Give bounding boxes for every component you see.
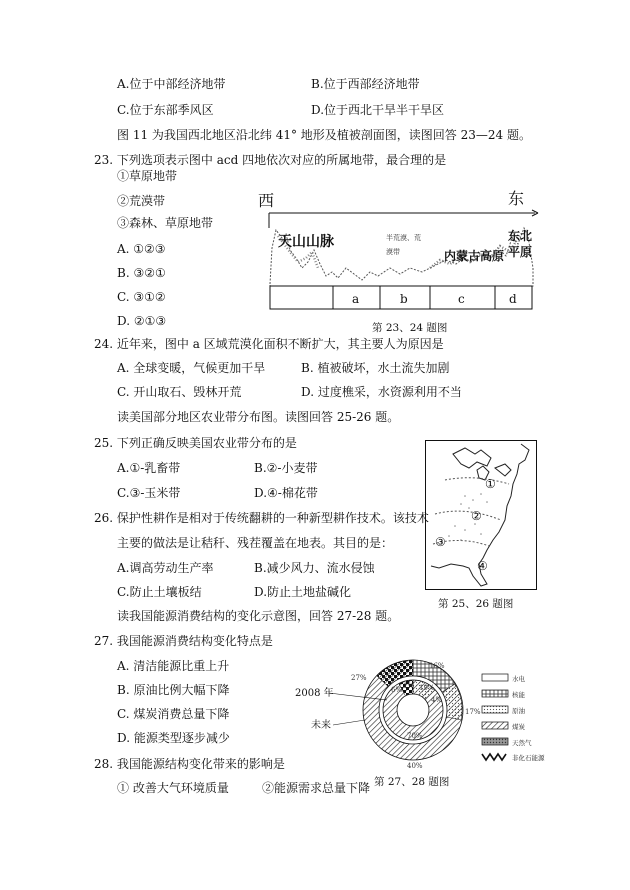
intro-us-map: 读美国部分地区农业带分布图。读图回答 25-26 题。 <box>117 410 400 424</box>
q28-item-2: ②能源需求总量下降 <box>262 781 371 795</box>
label-desert-2: 漠带 <box>386 248 400 256</box>
q27-option-a: A. 清洁能源比重上升 <box>117 659 230 673</box>
q26-option-a: A.调高劳动生产率 <box>117 561 214 575</box>
q26-option-c: C.防止土壤板结 <box>117 585 202 599</box>
legend-crude-oil: 原油 <box>512 707 525 715</box>
energy-structure-diagram <box>295 654 481 774</box>
q25-option-a: A.①-乳畜带 <box>117 461 181 475</box>
pct-16: 16% <box>429 662 445 670</box>
q23-item-3: ③森林、草原地带 <box>117 216 214 230</box>
pct-1: 1% <box>403 682 415 690</box>
question-28: 28. 我国能源结构变化带来的影响是 <box>94 757 285 771</box>
q23-option-a: A. ①②③ <box>117 242 166 256</box>
legend-natural-gas: 天然气 <box>512 739 532 747</box>
legend-non-fossil: 非化石能源 <box>512 754 545 762</box>
question-24: 24. 近年来，图中 a 区域荒漠化面积不断扩大，其主要人为原因是 <box>94 337 444 351</box>
cell-d: d <box>509 292 517 306</box>
q23-option-b: B. ③②① <box>117 266 166 280</box>
label-northeast-1: 东北 <box>508 229 533 243</box>
pct-17: 17% <box>465 708 481 716</box>
caption-fig-27-28: 第 27、28 题图 <box>374 776 450 788</box>
q26-option-b: B.减少风力、流水侵蚀 <box>254 561 375 575</box>
caption-fig-25-26: 第 25、26 题图 <box>438 598 514 610</box>
question-26: 26. 保护性耕作是相对于传统翻耕的一种新型耕作技术。该技术 <box>94 511 429 525</box>
label-mongolia: 内蒙古高原 <box>444 249 505 263</box>
q27-option-b: B. 原油比例大幅下降 <box>117 683 230 697</box>
q27-option-c: C. 煤炭消费总量下降 <box>117 707 230 721</box>
q28-item-1: ① 改善大气环境质量 <box>117 781 229 795</box>
legend-coal: 煤炭 <box>512 723 525 731</box>
q26-option-d: D.防止土地盐碱化 <box>254 585 352 599</box>
label-2008: 2008 年 <box>295 688 334 699</box>
us-agriculture-map <box>425 440 537 590</box>
energy-legend <box>480 672 562 764</box>
option-a: A.位于中部经济地带 <box>117 77 226 91</box>
label-tianshan: 天山山脉 <box>278 234 334 250</box>
option-c: C.位于东部季风区 <box>117 103 214 117</box>
pct-70: 70% <box>407 732 423 740</box>
q24-option-d: D. 过度樵采，水资源利用不当 <box>301 385 462 399</box>
q23-item-2: ②荒漠带 <box>117 194 166 208</box>
label-east: 东 <box>508 189 525 208</box>
intro-fig11: 图 11 为我国西北地区沿北纬 41° 地形及植被剖面图，读图回答 23—24 题。 <box>117 128 531 142</box>
q25-option-c: C.③-玉米带 <box>117 486 181 500</box>
legend-hydro: 水电 <box>512 675 525 683</box>
cell-c: c <box>458 292 465 306</box>
q23-option-d: D. ②①③ <box>117 314 167 328</box>
q25-option-d: D.④-棉花带 <box>254 486 318 500</box>
question-26-cont: 主要的做法是让秸秆、残茬覆盖在地表。其目的是： <box>117 536 394 550</box>
q25-option-b: B.②-小麦带 <box>254 461 318 475</box>
label-desert-1: 半荒漠、荒 <box>386 234 421 242</box>
q23-option-c: C. ③①② <box>117 290 166 304</box>
pct-19: 19% <box>419 684 435 692</box>
question-27: 27. 我国能源消费结构变化特点是 <box>94 634 273 648</box>
marker-4: ④ <box>477 559 488 573</box>
pct-4: 4% <box>431 696 443 704</box>
label-northeast-2: 平原 <box>508 245 533 259</box>
q24-option-a: A. 全球变暖，气候更加干旱 <box>117 361 266 375</box>
option-b: B.位于西部经济地带 <box>311 77 420 91</box>
marker-1: ① <box>485 477 496 491</box>
question-25: 25. 下列正确反映美国农业带分布的是 <box>94 436 297 450</box>
legend-nuclear: 核能 <box>512 691 525 699</box>
option-d: D.位于西北干旱半干旱区 <box>311 103 445 117</box>
label-future: 未来 <box>311 720 331 731</box>
cell-b: b <box>400 292 408 306</box>
pct-27: 27% <box>351 674 367 682</box>
label-west: 西 <box>258 191 275 210</box>
q24-option-b: B. 植被破坏，水土流失加剧 <box>301 361 450 375</box>
marker-2: ② <box>471 509 482 523</box>
question-23: 23. 下列选项表示图中 acd 四地依次对应的所属地带，最合理的是 <box>94 153 447 167</box>
q23-item-1: ①草原地带 <box>117 169 178 183</box>
caption-fig-23-24: 第 23、24 题图 <box>372 322 448 334</box>
pct-40: 40% <box>407 762 423 770</box>
intro-energy: 读我国能源消费结构的变化示意图，回答 27-28 题。 <box>117 609 400 623</box>
q27-option-d: D. 能源类型逐步减少 <box>117 731 230 745</box>
terrain-profile-diagram <box>250 188 550 318</box>
cell-a: a <box>352 292 360 306</box>
pct-6: 6% <box>391 686 403 694</box>
marker-3: ③ <box>435 535 446 549</box>
q24-option-c: C. 开山取石、毁林开荒 <box>117 385 242 399</box>
